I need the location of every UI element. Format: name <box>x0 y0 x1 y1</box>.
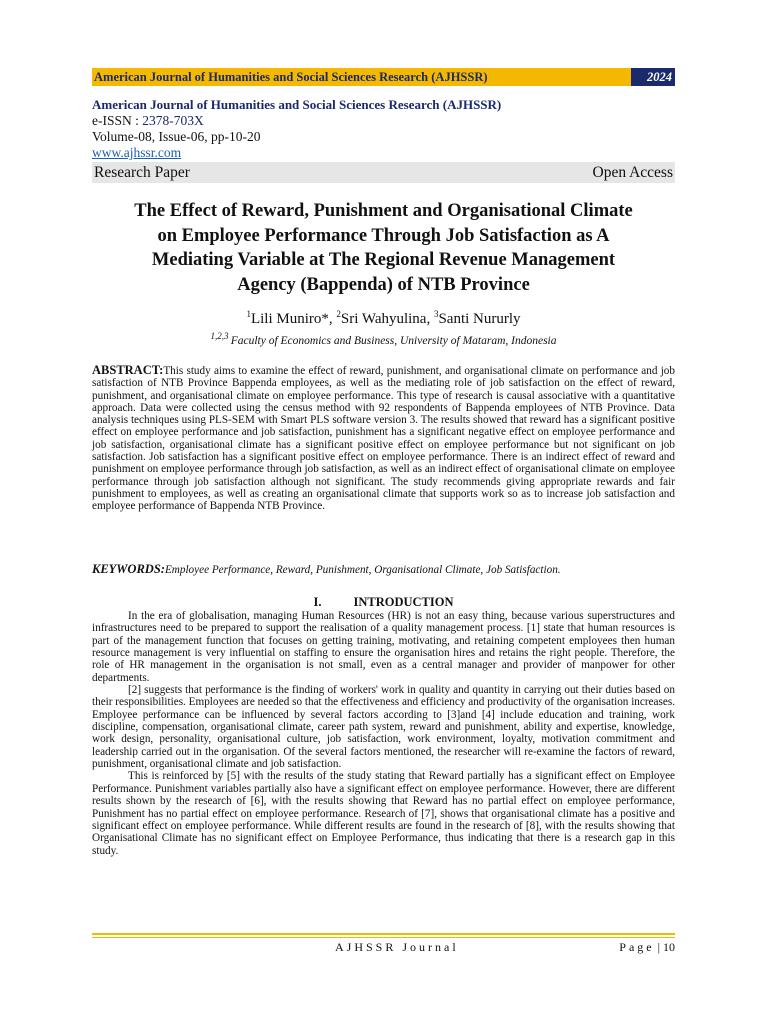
banner-journal-name: American Journal of Humanities and Social Sciences Research (AJHSSR) <box>94 69 488 84</box>
journal-banner <box>92 68 675 86</box>
affiliation-text: Faculty of Economics and Business, University of Mataram, Indonesia <box>230 334 557 347</box>
meta-journal-name: American Journal of Humanities and Social Sciences Research (AJHSSR) <box>92 97 502 112</box>
issn-number: 2378-703X <box>142 113 204 128</box>
paragraph: In the era of globalisation, managing Human Resources (HR) is not an easy thing, because various superstructures and infrastructures need to be prepared to support the realisation of a quality management process. [1] state that human resources is part of the management function that focuses on getting training, motivating, and retaining competent employees then human resource management is very influential on staffing to ensure the organisation hires and retains the right people. Therefore, the role of HR management in the organisation is not small, even as a central manager and provider of manpower for other departments. <box>92 610 675 684</box>
footer-page <box>619 940 675 955</box>
paragraph: [2] suggests that performance is the finding of workers' work in quality and quantity in carrying out their duties based on their responsibilities. Employees are needed so that the effectiveness and efficiency and productivity of the organisation increases. Employee performance can be influenced by several factors according to [3]and [4] include education and training, work discipline, compensation, organisational climate, career path system, reward and punishment, ability and expertise, knowledge, work design, personality, organisational culture, job satisfaction, work environment, loyalty, motivation commitment and leadership carried out in the organisation. Of the several factors mentioned, the researcher will re-examine the factors of reward, punishment, organisational climate and job satisfaction. <box>92 684 675 771</box>
section-title: INTRODUCTION <box>353 595 454 609</box>
section-number: I. <box>313 595 322 609</box>
author-name: Sri Wahyulina, <box>340 311 434 327</box>
abstract <box>92 364 675 513</box>
affiliation-sup: 1,2,3 <box>210 331 231 341</box>
author-name: Lili Muniro*, <box>250 311 337 327</box>
issn-label: e-ISSN : <box>92 113 143 128</box>
paragraph: This is reinforced by [5] with the results of the study stating that Reward partially has a significant effect on Employee Performance. Punishment variables partially also have a significant effect on employee performance. However, there are different results shown by the research of [6], with the results showing that Reward has no partial effect on employee performance, Punishment has no partial effect on employee performance. Research of [7], shows that organisational climate has a positive and significant effect on employee performance. While different results are found in the research of [8], with the results showing that Organisational Climate has no significant effect on Employee Performance, thus indicating that there is a research gap in this study. <box>92 770 675 857</box>
page-separator: | <box>654 940 663 954</box>
author-name: Santi Nururly <box>438 311 521 327</box>
footer-journal: AJHSSR Journal <box>335 940 459 954</box>
title-line: on Employee Performance Through Job Satisfaction as A <box>157 225 610 246</box>
affiliation <box>92 331 675 347</box>
abstract-label: ABSTRACT: <box>92 363 164 377</box>
journal-meta <box>92 97 675 161</box>
footer-rule-thin <box>92 937 675 938</box>
title-line: Mediating Variable at The Regional Revenue Management <box>151 250 616 270</box>
access-type: Open Access <box>592 163 673 181</box>
website-link[interactable]: www.ajhssr.com <box>92 145 182 160</box>
author-sup: 3 <box>433 309 439 319</box>
article-type: Research Paper <box>94 163 190 181</box>
meta-volume: Volume-08, Issue-06, pp-10-20 <box>92 129 261 144</box>
paper-title <box>92 199 675 297</box>
keywords-label: KEYWORDS: <box>92 562 165 576</box>
footer-rule <box>92 933 675 935</box>
banner-year: 2024 <box>631 68 675 86</box>
keywords-text: Employee Performance, Reward, Punishment, Organisational Climate, Job Satisfaction. <box>164 564 561 576</box>
introduction-body <box>92 610 675 857</box>
keywords <box>92 562 675 577</box>
title-line: The Effect of Reward, Punishment and Organisational Climate <box>134 201 633 221</box>
page-number: 10 <box>663 940 675 954</box>
author-list <box>92 309 675 328</box>
article-type-bar <box>92 162 675 183</box>
page-label: Page <box>619 940 655 954</box>
author-sup: 2 <box>336 309 341 319</box>
section-heading <box>92 595 675 610</box>
title-line: Agency (Bappenda) of NTB Province <box>237 274 530 295</box>
abstract-text: This study aims to examine the effect of reward, punishment, and organisational climate on performance and job satisfaction of NTB Province Bappenda employees, as well as the mediating role of job satisfaction on the effect of reward, punishment, and organisational climate on employee performance. This type of research is causal associative with a quantitative approach. Data were collected using the census method with 92 respondents of Bappenda employees of NTB Province. Data analysis techniques using PLS-SEM with Smart PLS software version 3. The results showed that reward has a significant positive effect on employee performance and job satisfaction, punishment has a significant negative effect on employee performance and job satisfaction, organisational climate has a significant positive effect on employee performance but not significant on job satisfaction. Job satisfaction has a significant positive effect on employee performance. There is an indirect effect of reward and punishment on employee performance through job satisfaction, as well as an indirect effect of organisational climate on employee performance through job satisfaction although not significant. The study recommends giving appropriate rewards and fair punishment to employees, as well as creating an organisational climate that supports work so as to increase job satisfaction and employee performance of Bappenda NTB Province. <box>92 365 675 513</box>
author-sup: 1 <box>246 309 251 319</box>
meta-issn <box>92 113 675 129</box>
